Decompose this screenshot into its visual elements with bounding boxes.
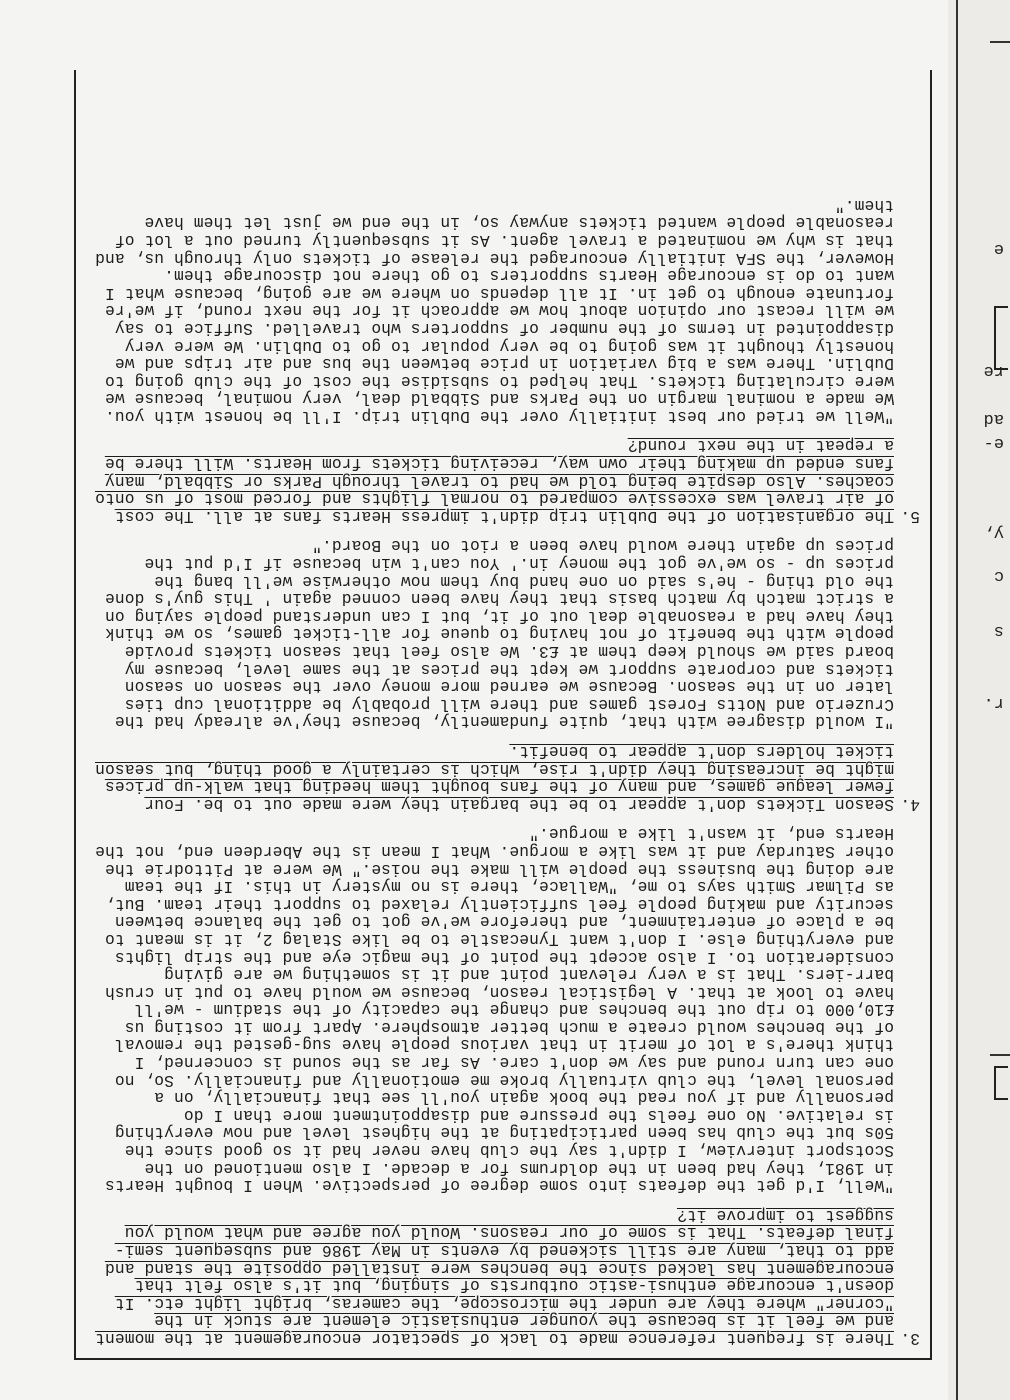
- question-block-5: [86, 195, 920, 524]
- adjacent-page-edge: [948, 0, 1010, 1400]
- page-frame: [74, 70, 932, 1360]
- edge-border-line: [956, 0, 958, 1400]
- question-number: 5.: [900, 506, 920, 525]
- edge-text-fragment: e-: [983, 433, 1004, 452]
- edge-text-fragment: re: [983, 361, 1004, 380]
- interview-content: [86, 183, 920, 1346]
- question-text: There is frequent reference made to lack of spectator encouragement at the moment and we feel it is because the younger enthusiastic element are stuck in the "corner" where they are under the microscope, the cameras, bright light etc. It doesn't encourage enthusi-astic outbursts of singing, but it's also felt that encouragement has lacked since the benches were installed opposite the stand and add to that, many are still sickened by events in May 1986 and subsequent semi-final defeats. That is some of our reasons. Would you agree and what would you suggest to improve it?: [95, 1205, 894, 1347]
- question-number: 3.: [900, 1329, 920, 1347]
- question-block-3: [86, 824, 920, 1346]
- edge-crest-fragment: [994, 1066, 1008, 1100]
- edge-rule: [990, 1054, 1010, 1056]
- edge-text-fragment: s: [993, 621, 1004, 640]
- question-block-4: [86, 536, 920, 812]
- question-text: The organisation of the Dublin trip didn't impress Hearts fans at all. The cost of air travel was excessive compared to normal flights and forced most of us onto coaches. Also despite being told we had to travel through Parks or Sibbald, many fans ended up making their own way, receiving tickets from Hearts. Will there be a repeat in the next round?: [95, 436, 894, 525]
- edge-rule: [990, 41, 1010, 43]
- answer-text: "Well, I'd get the defeats into some degree of perspective. When I bought Hearts in 1981, they had been in the doldrums for a decade. I also mentioned on the Scotsport interview, I didn't say the club have never had it so good since the 50s but the club has been participating at the highest level and now everything is relative. No one feels the pressure and disappointment more than I do personally and if you read the book again you'll see that financially, on a personal level, the club virtually broke me emotionally and financially. So, no one can turn round and say we don't care. As far as the sound is concerned, I think there's a lot of merit in that various people have sug-gested the removal of the benches would create a much better atmosphere. Apart from it costing us £10,000 to rip out the benches and change the capacity of the stadium - we'll have to look at that. A legistical reason, because we would have to put in crush barr-iers. That is a very relevant point and it is something we are giving consideration to. I also accept the point of the magic eye and the strip lights and everything else. I don't want Tynecastle to be like Stalag 2, it is meant to be a place of entertainment, and therefore we've got to get the balance between security and making people feel sufficiently relaxed to support their team. But, as Pilmar Smith says to me, "Wallace, there is no mystery in this. If the team are doing the business the people will make the noise." We were at Pittodrie the other Saturday and it was like a morgue. What I mean is the Aberdeen end, not the Hearts end, it wasn't like a morgue.": [95, 824, 894, 1195]
- question-number: 4.: [900, 794, 920, 813]
- edge-text-fragment: e: [993, 239, 1004, 258]
- edge-text-fragment: ad: [983, 409, 1004, 428]
- edge-text-fragment: y,: [983, 523, 1004, 542]
- edge-text-fragment: c: [993, 566, 1004, 585]
- answer-text: "Well we tried our best initially over the Dublin trip. I'll be honest with you. We made a nominal margin on the Parks and Sibbald deal, very nominal, because we were circulating tickets. That helped to subsidise the cost of the club going to Dublin. There was a big variation in price between the bus and air trips and we honestly thought it was going to be very popular to go to Dublin. We were very disappointed in terms of the number of supporters who travelled. Suffice to say we will recast our opinion about how we approach it for the next round, if we're fortunate enough to get in. It all depends on where we are going, because what I want to do is encourage Hearts supporters to go there not discourage them. However, the SFA initially encouraged the release of tickets only through us, and that is why we nominated a travel agent. As it subsequently turned out a lot of reasonable people wanted tickets anyway so, in the end we just let them have them.": [95, 195, 894, 425]
- question-text: Season Tickets don't appear to be the bargain they were made out to be. Four fewer league games, and many of the fans bought them heeding that walk-up prices might be increasing they didn't rise, which is certainly a good thing, but season ticket holders don't appear to benefit.: [95, 742, 894, 813]
- edge-text-fragment: r.: [983, 693, 1004, 712]
- answer-text: "I would disagree with that, quite fundamently, because they've already had the Cruzerio and Notts Forest games and there will probably be additional cup ties later on in the season. Because we earned more money over the season on season tickets and corporate support we kept the prices at the same level, because my board said we should keep them at £3. We also feel that season tickets provide people with the benefit of not having to queue for all-ticket games, so we think they have had a reasonable deal out of it, but I can understand people saying on a strict match by match basis that they have been conned again ' This guy's done the old thing - he's said on one hand buy them now otherwise we'll bang the prices up - so we've got the money in.' You can't win because if I'd put the prices up again there would have been a riot on the Board.": [104, 536, 894, 731]
- frame-top-rule: [76, 1358, 930, 1360]
